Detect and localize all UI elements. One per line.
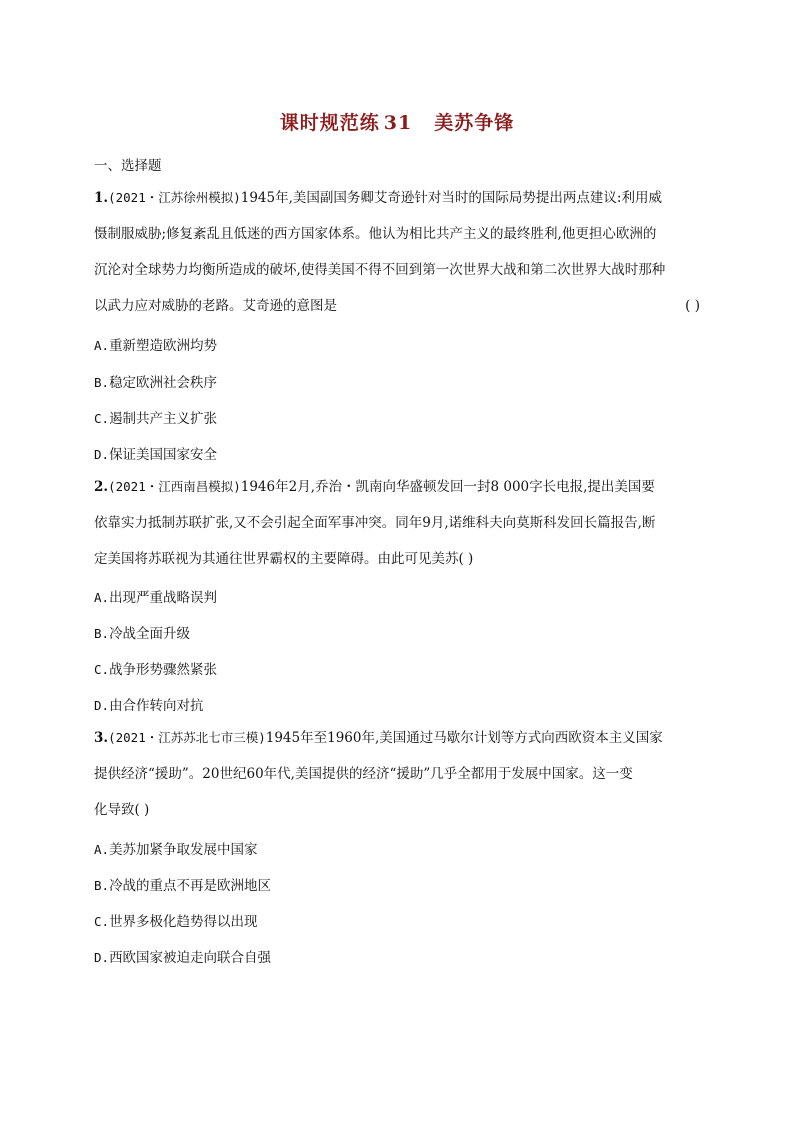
option-text: 西欧国家被迫走向联合自强 — [109, 950, 272, 966]
question-1 — [94, 180, 700, 324]
question-line: 化导致( ) — [94, 802, 150, 818]
option-text: 遏制共产主义扩张 — [109, 411, 218, 427]
option-letter: D. — [94, 698, 110, 713]
question-line: 定美国将苏联视为其通往世界霸权的主要障碍。由此可见美苏( ) — [94, 551, 474, 567]
question-source: (2021・江苏徐州模拟) — [108, 190, 241, 205]
title-subtitle: 美苏争锋 — [434, 112, 515, 134]
question-text: 1945年至1960年,美国通过马歇尔计划等方式向西欧资本主义国家 — [265, 730, 663, 746]
page-title — [0, 108, 794, 135]
option-letter: B. — [94, 375, 110, 390]
option-text: 由合作转向对抗 — [109, 698, 204, 714]
option-letter: A. — [94, 842, 110, 857]
option-c — [94, 910, 258, 930]
option-letter: B. — [94, 626, 110, 641]
section-heading: 一、选择题 — [94, 158, 162, 174]
question-line — [94, 469, 700, 505]
option-b — [94, 874, 271, 894]
option-text: 出现严重战略误判 — [109, 590, 218, 606]
option-text: 稳定欧洲社会秩序 — [109, 375, 218, 391]
option-letter: D. — [94, 950, 110, 965]
question-number: 1. — [94, 190, 109, 206]
question-line: 沉沦对全球势力均衡所造成的破坏,使得美国不得不回到第一次世界大战和第二次世界大战时那种 — [94, 262, 666, 278]
question-line: 提供经济“援助”。20世纪60年代,美国提供的经济“援助”几乎全都用于发展中国家。这一变 — [94, 766, 633, 782]
option-a — [94, 838, 258, 858]
option-a — [94, 586, 217, 606]
option-text: 保证美国国家安全 — [109, 447, 218, 463]
option-b — [94, 371, 217, 391]
option-d — [94, 946, 271, 966]
title-main: 课时规范练 — [279, 112, 380, 134]
option-text: 美苏加紧争取发展中国家 — [109, 842, 258, 858]
option-letter: C. — [94, 411, 110, 426]
option-d — [94, 443, 217, 463]
option-text: 冷战的重点不再是欧洲地区 — [109, 878, 272, 894]
option-letter: C. — [94, 662, 110, 677]
question-line — [94, 180, 700, 216]
question-number: 2. — [94, 479, 109, 495]
option-letter: D. — [94, 447, 110, 462]
option-c — [94, 407, 217, 427]
question-line: 慑制服威胁;修复紊乱且低迷的西方国家体系。他认为相比共产主义的最终胜利,他更担心欧洲的 — [94, 226, 657, 242]
question-text: 1945年,美国副国务卿艾奇逊针对当时的国际局势提出两点建议:利用威 — [240, 190, 662, 206]
question-source: (2021・江苏苏北七市三模) — [108, 730, 266, 745]
option-text: 世界多极化趋势得以出现 — [109, 914, 258, 930]
question-line: 依靠实力抵制苏联扩张,又不会引起全面军事冲突。同年9月,诺维科夫向莫斯科发回长篇报告,断 — [94, 515, 656, 531]
question-line — [94, 288, 700, 324]
option-text: 重新塑造欧洲均势 — [109, 338, 218, 354]
option-letter: B. — [94, 878, 110, 893]
question-number: 3. — [94, 730, 109, 746]
option-letter: A. — [94, 590, 110, 605]
question-2 — [94, 469, 700, 577]
question-line — [94, 720, 700, 756]
option-c — [94, 658, 217, 678]
option-letter: A. — [94, 338, 110, 353]
option-text: 战争形势骤然紧张 — [109, 662, 218, 678]
title-number: 31 — [383, 112, 413, 134]
option-text: 冷战全面升级 — [109, 626, 191, 642]
question-text: 1946年2月,乔治・凯南向华盛顿发回一封8 000字长电报,提出美国要 — [240, 479, 655, 495]
option-a — [94, 334, 217, 354]
question-source: (2021・江西南昌模拟) — [108, 479, 241, 494]
question-text: 以武力应对威胁的老路。艾奇逊的意图是 — [94, 298, 337, 314]
option-d — [94, 694, 204, 714]
question-3 — [94, 720, 700, 828]
option-b — [94, 622, 190, 642]
option-letter: C. — [94, 914, 110, 929]
answer-blank: ( ) — [685, 298, 700, 314]
